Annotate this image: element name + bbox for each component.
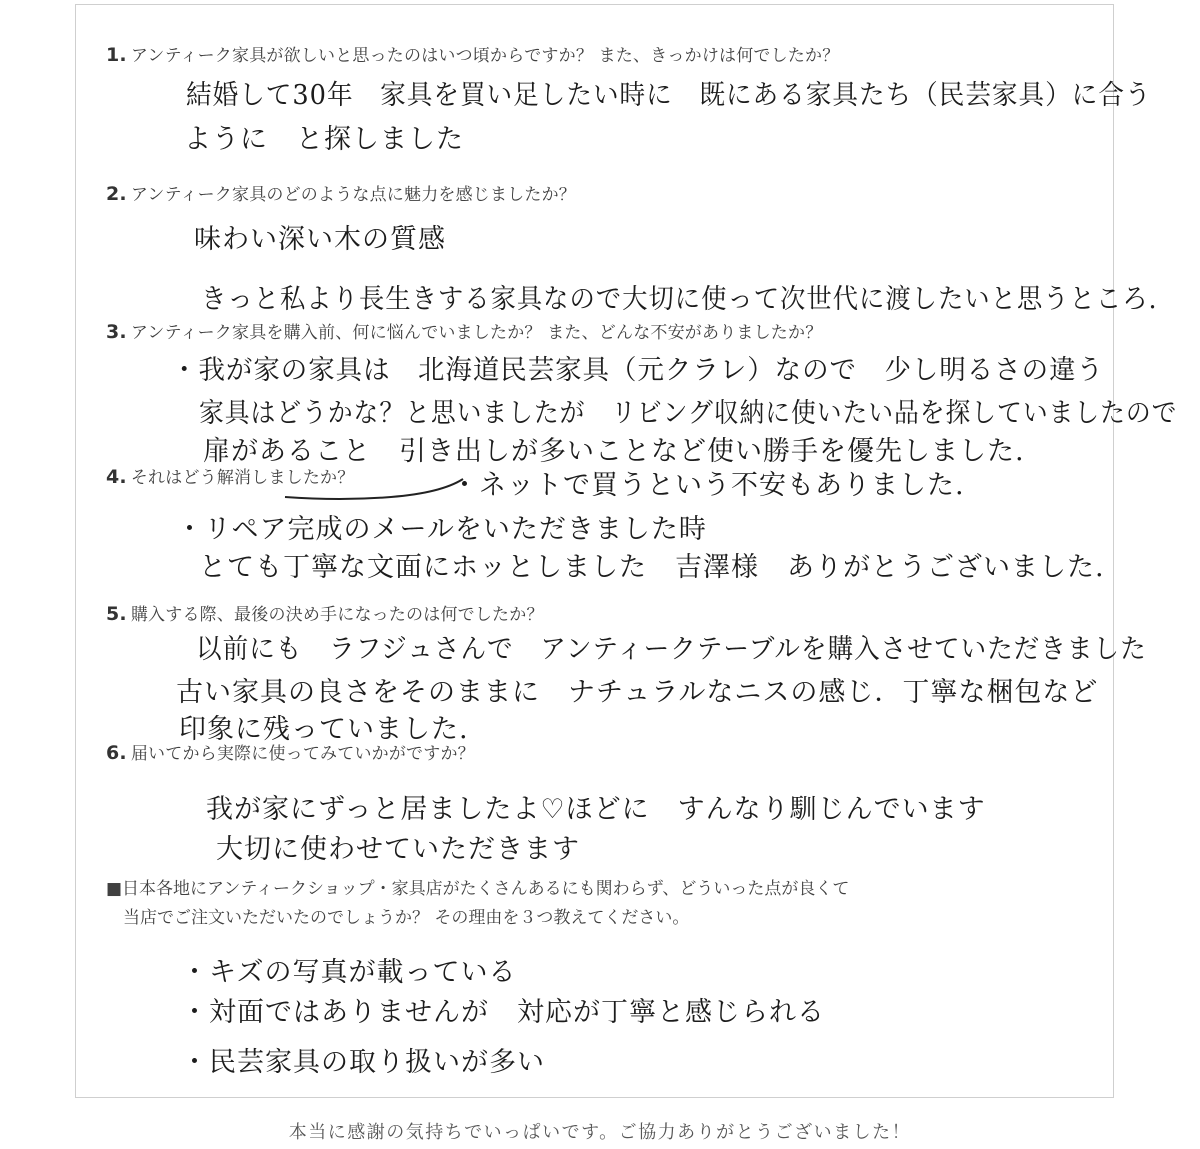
handwritten-answer: ・リペア完成のメールをいただきました時 (176, 514, 707, 545)
handwritten-answer: 扉があること 引き出しが多いことなど使い勝手を優先しました. (203, 436, 1025, 467)
handwritten-answer: 家具はどうかな？と思いましたが リビング収納に使いたい品を探していましたので (199, 398, 1178, 429)
handwritten-answer: ・我が家の家具は 北海道民芸家具（元クラレ）なので 少し明るさの違う (171, 355, 1104, 386)
handwritten-answer: とても丁寧な文面にホッとしました 吉澤様 ありがとうございました. (199, 552, 1105, 583)
handwritten-answer: 結婚して30年 家具を買い足したい時に 既にある家具たち（民芸家具）に合う (186, 80, 1152, 111)
question-number: 4. (106, 466, 127, 488)
questionnaire-sheet (75, 4, 1178, 1098)
final-question-line-1: ■日本各地にアンティークショップ・家具店がたくさんあるにも関わらず、どういった点が良くて (106, 879, 850, 899)
question-number: 2. (106, 183, 127, 205)
question-text: アンティーク家具のどのような点に魅力を感じましたか？ (130, 185, 577, 205)
question-1 (106, 41, 839, 66)
question-text: それはどう解消しましたか？ (130, 468, 355, 488)
handwritten-answer: 我が家にずっと居ましたよ♡ほどに すんなり馴じんでいます (206, 794, 986, 825)
handwritten-answer: ・キズの写真が載っている (181, 957, 517, 988)
question-text: アンティーク家具を購入前、何に悩んでいましたか？ また、どんな不安がありましたか？ (130, 323, 823, 343)
question-5 (106, 600, 544, 625)
question-text: 届いてから実際に使ってみていかがですか？ (130, 744, 475, 764)
handwritten-answer: ように と探しました (184, 124, 464, 155)
handwritten-answer: きっと私より長生きする家具なので大切に使って次世代に渡したいと思うところ. (201, 284, 1158, 315)
handwritten-answer: ・民芸家具の取り扱いが多い (181, 1047, 545, 1078)
final-question-line-2: 当店でご注文いただいたのでしょうか？ その理由を３つ教えてください。 (106, 908, 690, 928)
handwritten-answer: 以前にも ラフジュさんで アンティークテーブルを購入させていただきました (196, 634, 1147, 665)
handwritten-answer: 古い家具の良さをそのままに ナチュラルなニスの感じ．丁寧な梱包など (176, 677, 1099, 708)
thank-you-footer: 本当に感謝の気持ちでいっぱいです。ご協力ありがとうございました！ (288, 1122, 912, 1143)
question-number: 6. (106, 742, 127, 764)
question-number: 5. (106, 603, 127, 625)
question-number: 3. (106, 321, 127, 343)
arrow-line-scribble (281, 467, 471, 503)
handwritten-answer: 大切に使わせていただきます (216, 834, 580, 865)
handwritten-answer: ・対面ではありませんが 対応が丁寧と感じられる (181, 997, 825, 1028)
question-text: 購入する際、最後の決め手になったのは何でしたか？ (130, 605, 544, 625)
handwritten-answer: 印象に残っていました. (179, 714, 469, 745)
question-2 (106, 180, 576, 205)
question-number: 1. (106, 44, 127, 66)
handwritten-answer: 味わい深い木の質感 (194, 224, 446, 255)
question-text: アンティーク家具が欲しいと思ったのはいつ頃からですか？ また、きっかけは何でしたか？ (130, 46, 840, 66)
question-6 (106, 739, 475, 764)
question-3 (106, 318, 822, 343)
handwritten-answer: ・ネットで買うという不安もありました. (451, 470, 965, 501)
